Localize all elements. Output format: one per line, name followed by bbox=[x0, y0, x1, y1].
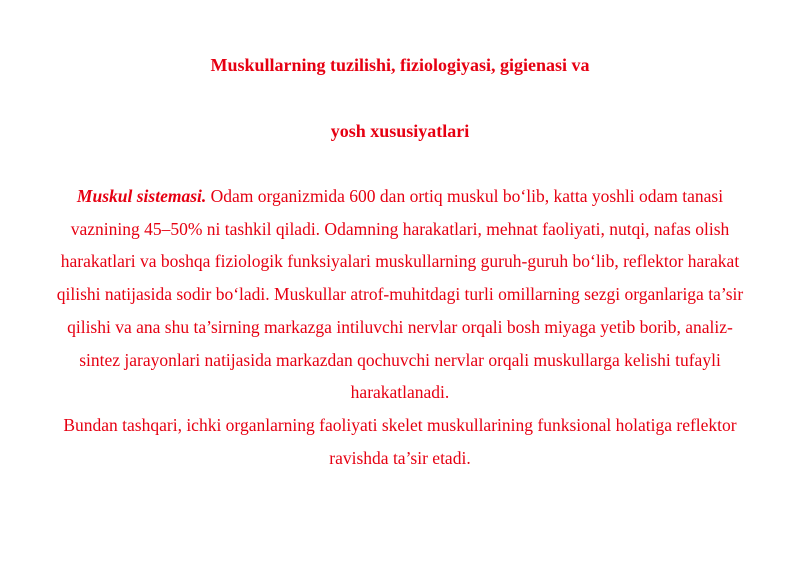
paragraph-1-lead: Muskul sistemasi. bbox=[76, 186, 207, 206]
document-title-line-2: yosh xususiyatlari bbox=[330, 121, 470, 141]
paragraph-2: Bundan tashqari, ichki organlarning faoliyati skelet muskullarining funksional holatiga reflektor ravishda ta’sir etadi. bbox=[63, 414, 737, 468]
paragraph-1 bbox=[55, 180, 745, 409]
document-title-line-1: Muskullarning tuzilishi, fiziologiyasi, gigienasi va bbox=[210, 55, 590, 75]
paragraph-1-text: Odam organizmida 600 dan ortiq muskul bo‘lib, katta yoshli odam tanasi vaznining 45–50% ni tashkil qiladi. Odamning harakatlari, mehnat faoliyati, nutqi, nafas olish harakatlari va boshqa fiziologik funksiyalari muskullarning guruh-guruh bo‘lib, reflektor harakat qilishi natijasida sodir bo‘ladi. Muskullar atrof-muhitdagi turli omillarning sezgi organlariga ta’sir qilishi va ana shu ta’sirning markazga intiluvchi nervlar orqali bosh miyaga yetib borib, analiz-sintez jarayonlari natijasida markazdan qochuvchi nervlar orqali muskullarga kelishi tufayli harakatlanadi. bbox=[56, 186, 744, 403]
document-body bbox=[55, 180, 745, 474]
